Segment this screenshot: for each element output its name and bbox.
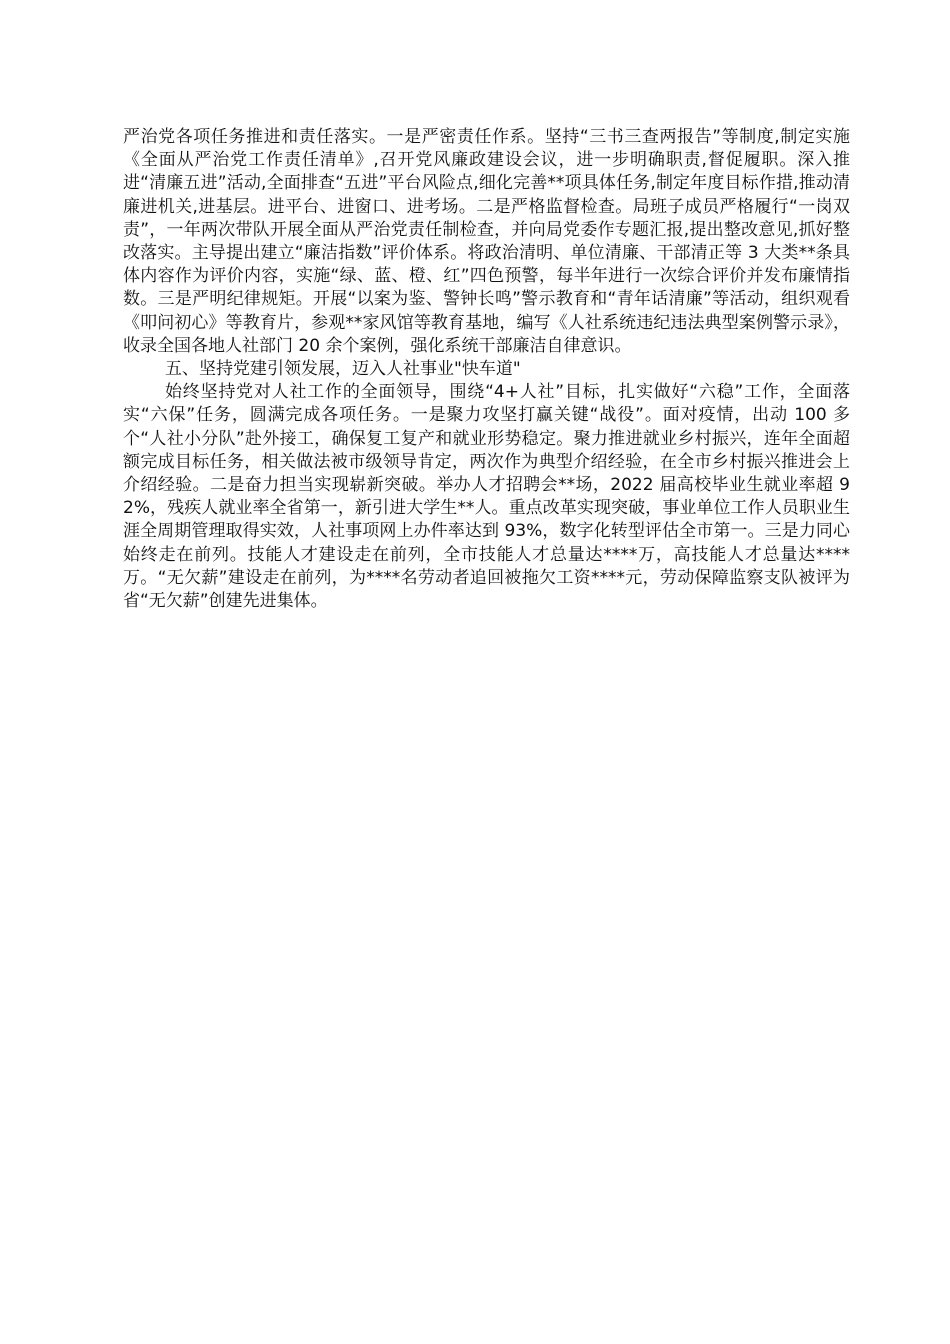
- section-heading: 五、坚持党建引领发展，迈入人社事业"快车道": [165, 359, 521, 380]
- body-paragraph: 严治党各项任务推进和责任落实。一是严密责任作系。坚持“三书三查两报告”等制度,制定实施《全面从严治党工作责任清单》,召开党风廉政建设会议，进一步明确职责,督促履职。深入推进“清廉五进”活动,全面排查“五进”平台风险点,细化完善**项具体任务,制定年度目标作措,推动清廉进机关,进基层。进平台、进窗口、进考场。二是严格监督检查。局班子成员严格履行“一岗双责”，一年两次带队开展全面从严治党责任制检查，并向局党委作专题汇报,提出整改意见,抓好整改落实。主导提出建立“廉洁指数”评价体系。将政治清明、单位清廉、干部清正等 3 大类**条具体内容作为评价内容，实施“绿、蓝、橙、红”四色预警，每半年进行一次综合评价并发布廉情指数。三是严明纪律规矩。开展“以案为鉴、警钟长鸣”警示教育和“青年话清廉”等活动，组织观看《叩问初心》等教育片，参观**家风馆等教育基地，编写《人社系统违纪违法典型案例警示录》，收录全国各地人社部门 20 余个案例，强化系统干部廉洁自律意识。: [123, 127, 850, 356]
- document-body: [123, 126, 850, 613]
- body-paragraph: 始终坚持党对人社工作的全面领导，围绕“4+人社”目标，扎实做好“六稳”工作，全面落实“六保”任务，圆满完成各项任务。一是聚力攻坚打赢关键“战役”。面对疫情，出动 100 多个“人社小分队”赴外接工，确保复工复产和就业形势稳定。聚力推进就业乡村振兴，连年全面超额完成目标任务，相关做法被市级领导肯定，两次作为典型介绍经验，在全市乡村振兴推进会上介绍经验。二是奋力担当实现崭新突破。举办人才招聘会**场，2022 届高校毕业生就业率超 92%，残疾人就业率全省第一，新引进大学生**人。重点改革实现突破，事业单位工作人员职业生涯全周期管理取得实效，人社事项网上办件率达到 93%，数字化转型评估全市第一。三是力同心始终走在前列。技能人才建设走在前列，全市技能人才总量达****万，高技能人才总量达****万。“无欠薪”建设走在前列，为****名劳动者追回被拖欠工资****元，劳动保障监察支队被评为省“无欠薪”创建先进集体。: [123, 382, 850, 612]
